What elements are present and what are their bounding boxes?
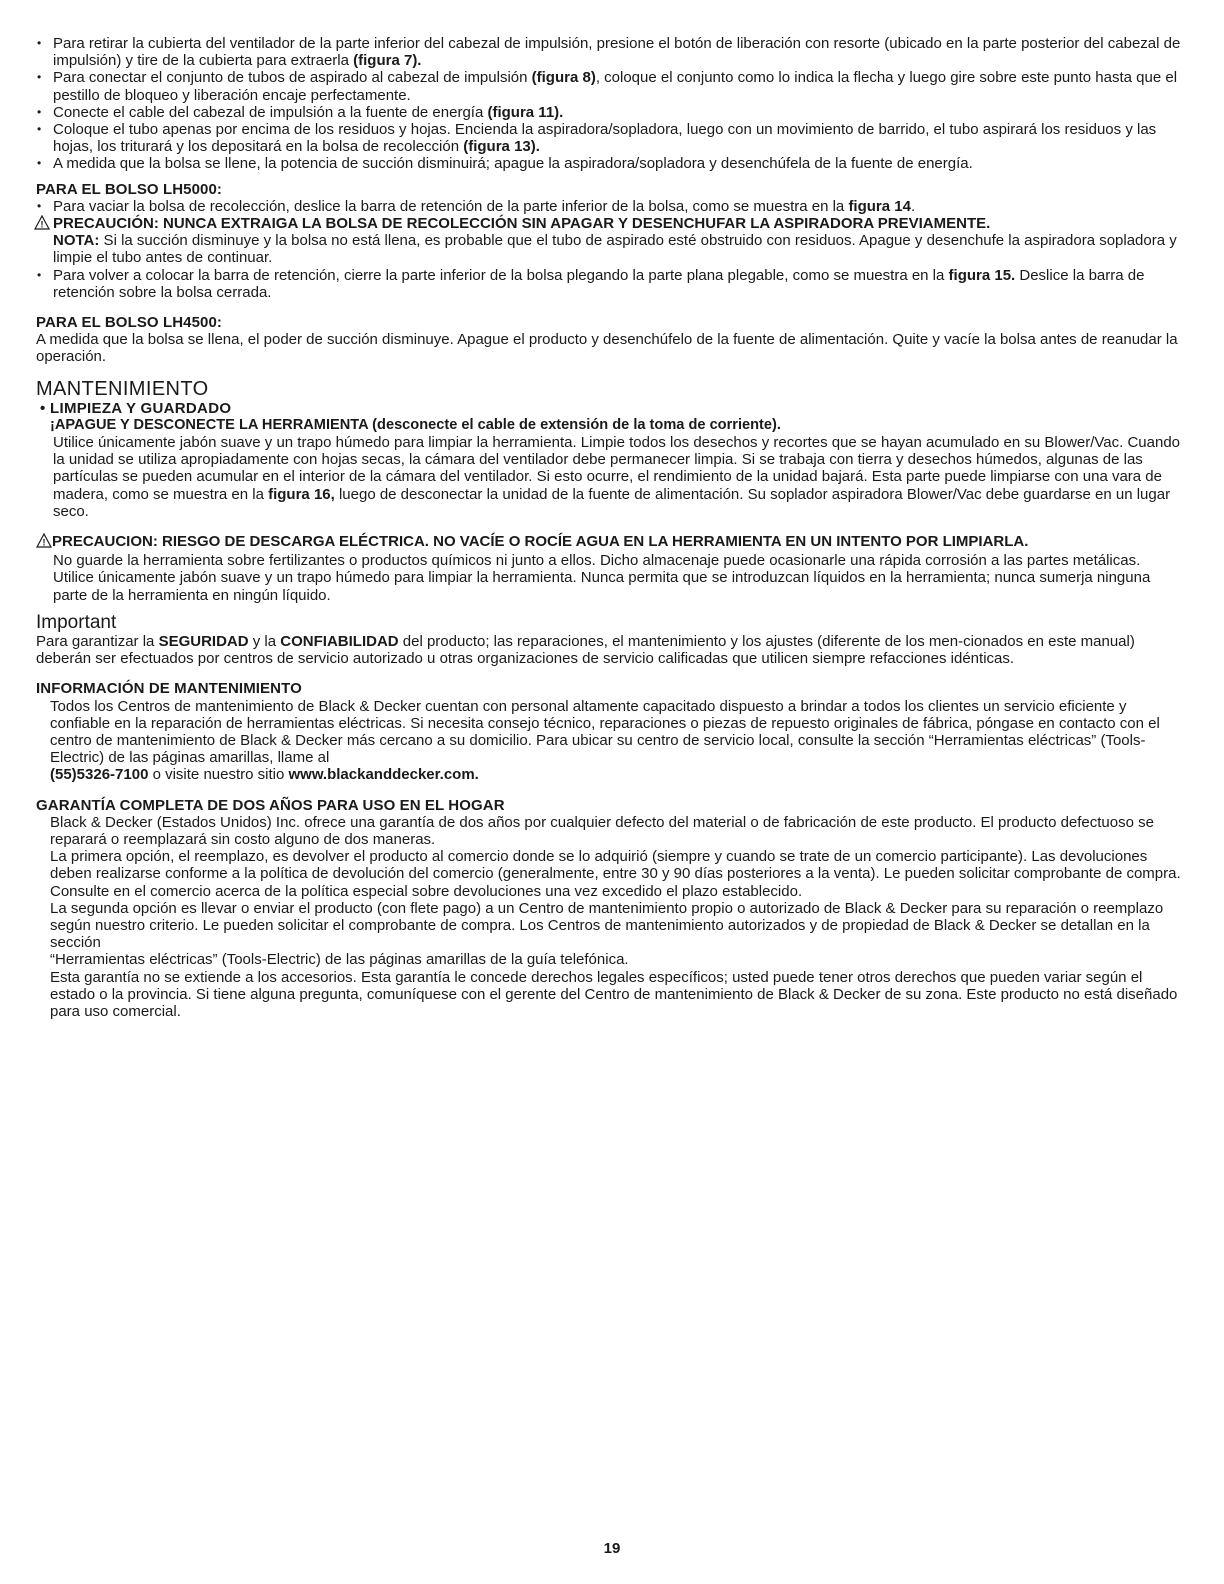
garantia-paragraph: La segunda opción es llevar o enviar el producto (con flete pago) a un Centro de mantenimiento propio o autorizado de Black & Decker para su reparación o reemplazo según nuestro criterio. Le pueden solicitar el comprobante de compra. Los Centros de mantenimiento autorizados y de propiedad de Black & Decker se detallan en la sección bbox=[50, 899, 1164, 952]
garantia-paragraph: “Herramientas eléctricas” (Tools-Electric) de las páginas amarillas de la guía telefónica. bbox=[50, 951, 629, 969]
list-item: • Para vaciar la bolsa de recolección, deslice la barra de retención de la parte inferior de la bolsa, como se muestra en la figura 14. bbox=[36, 198, 1184, 215]
page-content bbox=[36, 35, 1184, 1020]
garantia-paragraph: Esta garantía no se extiende a los accesorios. Esta garantía le concede derechos legales específicos; usted puede tener otros derechos que pueden variar según el estado o la provincia. Si tiene alguna pregunta, comuníquese con el gerente del Centro de mantenimiento de Black & Decker de su zona. Este producto no está diseñado para uso comercial. bbox=[50, 968, 1178, 1020]
storage-text: No guarde la herramienta sobre fertilizantes o productos químicos ni junto a ellos. Dicho almacenaje puede ocasionarle una rápida corrosión a las partes metálicas. Utilice únicamente jabón suave y un trapo húmedo para limpiar la herramienta. Nunca permita que se introduzcan líquidos en la herramienta; nunca sumerja ninguna parte de la herramienta en ningún líquido. bbox=[53, 552, 1151, 604]
nota: NOTA: Si la succión disminuye y la bolsa no está llena, es probable que el tubo de aspirado esté obstruido con residuos. Apague y desenchufe la aspiradora sopladora y limpie el tubo antes de continuar. bbox=[53, 232, 1177, 267]
website-link: www.blackanddecker.com. bbox=[288, 766, 479, 784]
phone-number: (55)5326-7100 bbox=[50, 766, 149, 784]
informacion-text: Todos los Centros de mantenimiento de Black & Decker cuentan con personal altamente capacitado dispuesto a brindar a todos los clientes un servicio eficiente y confiable en la reparación de herramientas eléctricas. Si necesita consejo técnico, reparaciones o piezas de repuesto originales de fábrica, póngase en contacto con el centro de mantenimiento de Black & Decker más cercano a su domicilio. Para ubicar su centro de servicio local, consulte la sección “Herramientas eléctricas” (Tools-Electric) de las páginas amarillas, llame al bbox=[50, 697, 1160, 767]
list-item: • Para conectar el conjunto de tubos de aspirado al cabezal de impulsión (figura 8), coloque el conjunto como lo indica la flecha y luego gire sobre este punto hasta que el pestillo de bloqueo y liberación encaje perfectamente. bbox=[36, 69, 1184, 103]
mantenimiento-heading: MANTENIMIENTO bbox=[36, 377, 209, 400]
informacion-heading: INFORMACIÓN DE MANTENIMIENTO bbox=[36, 680, 302, 698]
lh4500-text: A medida que la bolsa se llena, el poder de succión disminuye. Apague el producto y desenchúfelo de la fuente de alimentación. Quite y vacíe la bolsa antes de reanudar la operación. bbox=[36, 331, 1178, 366]
list-item: • A medida que la bolsa se llene, la potencia de succión disminuirá; apague la aspiradora/sopladora y desenchúfela de la fuente de energía. bbox=[36, 155, 1184, 172]
list-item: • Para retirar la cubierta del ventilador de la parte inferior del cabezal de impulsión, presione el botón de liberación con resorte (ubicado en la parte posterior del cabezal de impulsión) y tire de la cubierta para extraerla (figura 7). bbox=[36, 35, 1184, 69]
disconnect-warning: ¡APAGUE Y DESCONECTE LA HERRAMIENTA (desconecte el cable de extensión de la toma de corriente). bbox=[50, 416, 781, 433]
limpieza-subheading: • LIMPIEZA Y GUARDADO bbox=[40, 399, 232, 417]
svg-text:!: ! bbox=[40, 219, 44, 230]
garantia-paragraph: Black & Decker (Estados Unidos) Inc. ofrece una garantía de dos años por cualquier defecto del material o de fabricación de este producto. El producto defectuoso se reparará o reemplazará sin costo alguno de dos maneras. bbox=[50, 813, 1154, 848]
important-text: Para garantizar la SEGURIDAD y la CONFIABILIDAD del producto; las reparaciones, el mantenimiento y los ajustes (diferente de los men-cionados en este manual) deberán ser efectuados por centros de servicio autorizado u otras organizaciones de servicio calificadas que utilicen siempre refacciones idénticas. bbox=[36, 632, 1135, 668]
shock-caution: ! PRECAUCION: RIESGO DE DESCARGA ELÉCTRICA. NO VACÍE O ROCÍE AGUA EN LA HERRAMIENTA EN UN INTENTO POR LIMPIARLA. bbox=[36, 533, 1184, 552]
garantia-paragraph: La primera opción, el reemplazo, es devolver el producto al comercio donde se lo adquirió (siempre y cuando se trate de un comercio participante). Las devoluciones deben realizarse conforme a la política de devolución del comercio (generalmente, entre 30 y 90 días posteriores a la venta). Le pueden solicitar comprobante de compra. Consulte en el comercio acerca de la política especial sobre devoluciones una vez excedido el plazo establecido. bbox=[50, 848, 1181, 900]
caution-line: ! PRECAUCIÓN: NUNCA EXTRAIGA LA BOLSA DE RECOLECCIÓN SIN APAGAR Y DESENCHUFAR LA ASPIRADORA PREVIAMENTE. bbox=[36, 215, 1184, 232]
svg-text:!: ! bbox=[42, 537, 46, 548]
garantia-heading: GARANTÍA COMPLETA DE DOS AÑOS PARA USO EN EL HOGAR bbox=[36, 796, 505, 814]
list-item: • Para volver a colocar la barra de retención, cierre la parte inferior de la bolsa plegando la parte plana plegable, como se muestra en la figura 15. Deslice la barra de retención sobre la bolsa cerrada. bbox=[36, 267, 1184, 301]
page-number: 19 bbox=[603, 1540, 621, 1557]
warning-triangle-icon bbox=[34, 215, 50, 234]
cleaning-text: Utilice únicamente jabón suave y un trapo húmedo para limpiar la herramienta. Limpie todos los desechos y recortes que se hayan acumulado en su Blower/Vac. Cuando la unidad se utiliza apropiadamente con hojas secas, la cámara del ventilador debe permanecer limpia. Si se trabaja con tierra y desechos húmedos, algunas de las partículas se pueden acumular en el interior de la cámara del ventilador. Si esto ocurre, el rendimiento de la unidad bajará. Esta parte puede limpiarse con una vara de madera, como se muestra en la figura 16, luego de desconectar la unidad de la fuente de alimentación. Su soplador aspiradora Blower/Vac debe guardarse en un lugar seco. bbox=[53, 434, 1181, 520]
important-heading: Important bbox=[36, 611, 117, 633]
list-item: • Coloque el tubo apenas por encima de los residuos y hojas. Encienda la aspiradora/sopladora, luego con un movimiento de barrido, el tubo aspirará los residuos y las hojas, los triturará y los depositará en la bolsa de recolección (figura 13). bbox=[36, 121, 1184, 155]
lh4500-heading: PARA EL BOLSO LH4500: bbox=[36, 314, 223, 332]
contact-line: (55)5326-7100 o visite nuestro sitio www.blackanddecker.com. bbox=[50, 766, 479, 784]
lh5000-heading: PARA EL BOLSO LH5000: bbox=[36, 180, 223, 198]
list-item: • Conecte el cable del cabezal de impulsión a la fuente de energía (figura 11). bbox=[36, 104, 1184, 121]
warning-triangle-icon bbox=[36, 533, 52, 552]
